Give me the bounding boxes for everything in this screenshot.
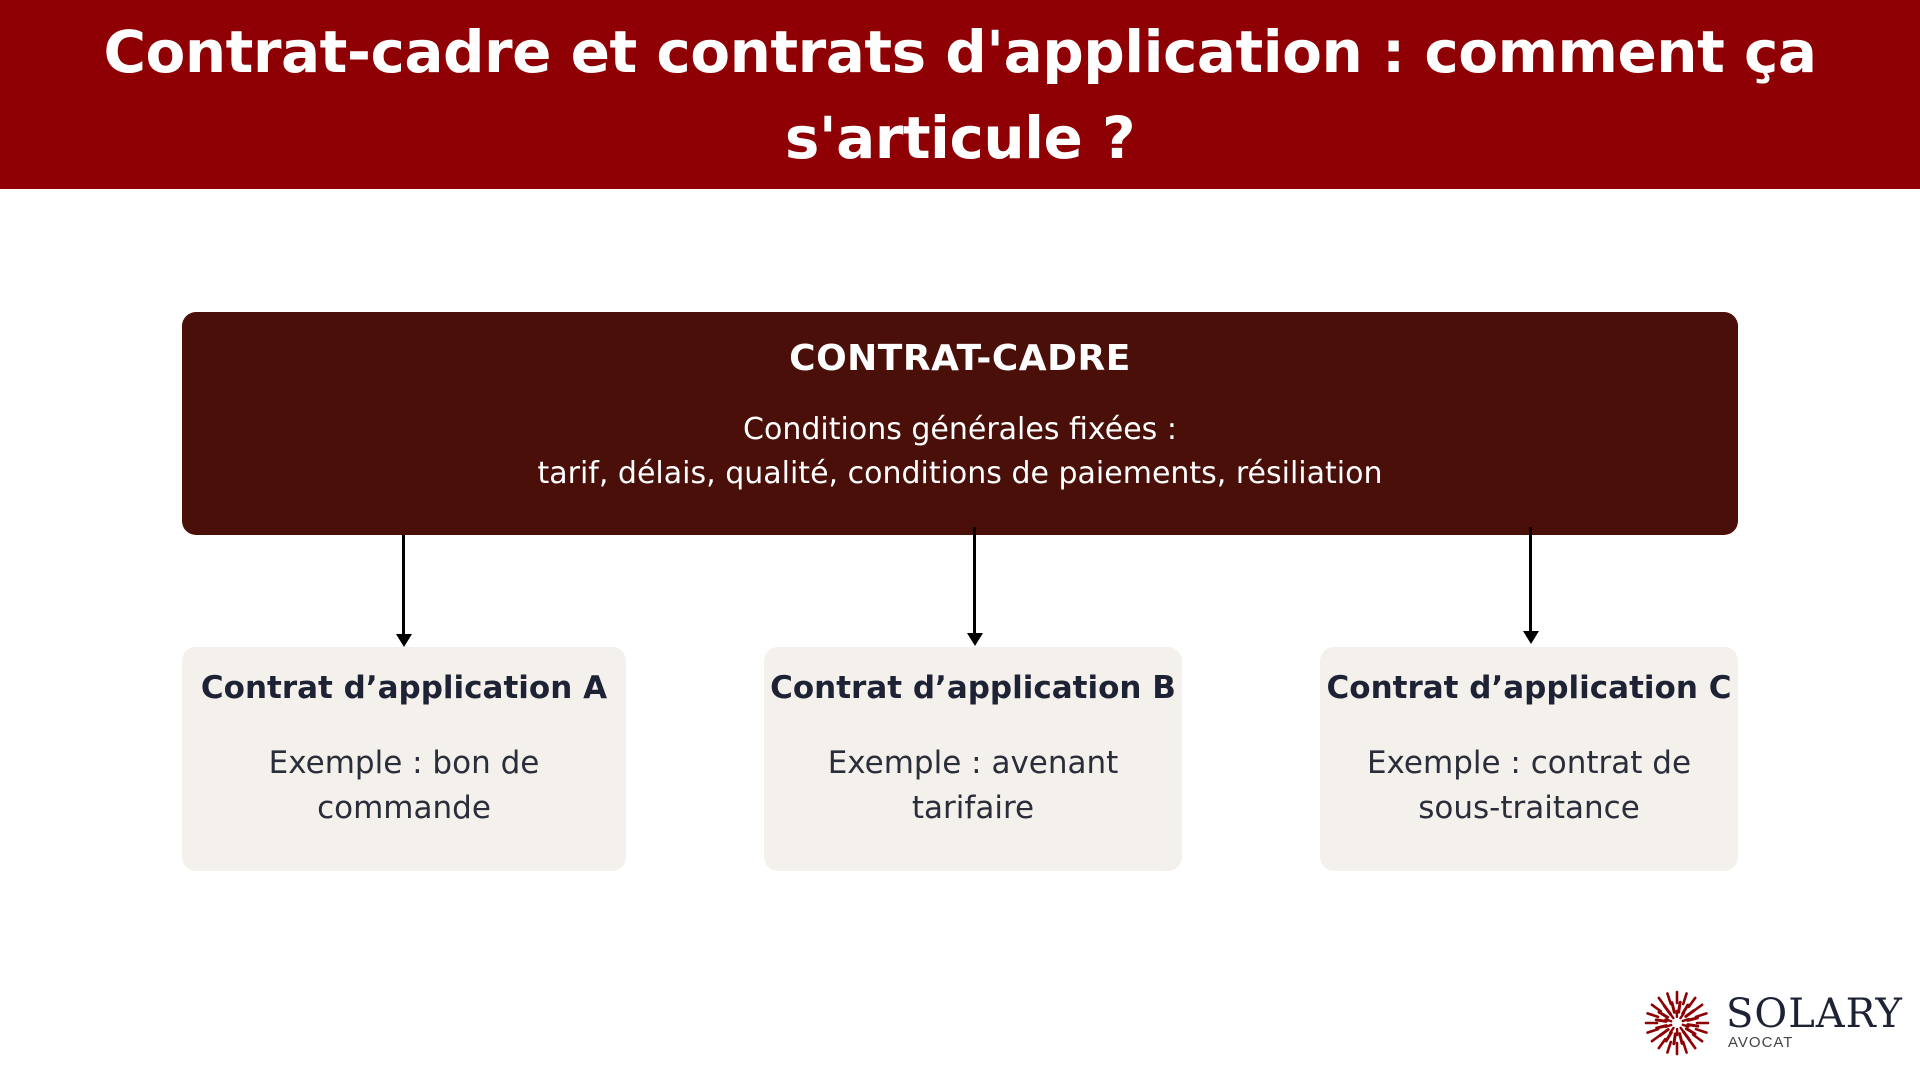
logo-petal bbox=[1674, 1034, 1676, 1044]
application-contract-example-b bbox=[774, 741, 1172, 831]
example-c-line-1: Exemple : contrat de bbox=[1366, 745, 1692, 781]
logo-petal bbox=[1670, 1013, 1674, 1018]
example-c-line-2: sous-traitance bbox=[1418, 790, 1640, 826]
arrow-head-b bbox=[967, 633, 983, 646]
logo-petal bbox=[1683, 1025, 1689, 1027]
application-contract-box-a bbox=[182, 647, 626, 871]
logo-petal bbox=[1696, 1013, 1706, 1016]
application-contract-example-c bbox=[1330, 741, 1728, 831]
arrow-head-c bbox=[1523, 631, 1539, 644]
logo-petal bbox=[1683, 1042, 1686, 1052]
logo-tagline: AVOCAT bbox=[1728, 1034, 1794, 1051]
application-contract-title-b: Contrat d’application B bbox=[770, 670, 1176, 706]
logo-petal bbox=[1670, 1028, 1673, 1033]
connector-arrow-c bbox=[1529, 527, 1532, 632]
connector-arrow-a bbox=[402, 535, 405, 635]
example-a-line-2: commande bbox=[317, 790, 491, 826]
logo-petal bbox=[1667, 1042, 1670, 1052]
application-contract-title-a: Contrat d’application A bbox=[200, 670, 608, 706]
logo-petal bbox=[1659, 1039, 1665, 1048]
page-title-line-2: s'articule ? bbox=[784, 103, 1136, 172]
header-banner bbox=[0, 0, 1920, 189]
page-title bbox=[40, 9, 1880, 181]
logo-petal bbox=[1660, 1030, 1668, 1036]
logo-petal bbox=[1652, 1005, 1661, 1011]
example-b-line-1: Exemple : avenant bbox=[827, 745, 1119, 781]
logo-petal bbox=[1667, 994, 1670, 1004]
logo-petal bbox=[1680, 1034, 1682, 1044]
master-contract-title: CONTRAT-CADRE bbox=[789, 338, 1131, 379]
page-title-line-1: Contrat-cadre et contrats d'application : comment ça bbox=[103, 17, 1817, 86]
logo-petal bbox=[1666, 1019, 1672, 1021]
logo-petal bbox=[1648, 1029, 1658, 1032]
connector-arrow-b bbox=[973, 527, 976, 634]
logo-petal bbox=[1686, 1011, 1694, 1017]
solary-logo bbox=[1644, 990, 1904, 1060]
logo-petal bbox=[1686, 1029, 1695, 1034]
logo-petal bbox=[1693, 1035, 1702, 1041]
application-contract-title-c: Contrat d’application C bbox=[1326, 670, 1732, 706]
logo-petal bbox=[1679, 1002, 1681, 1012]
logo-petal bbox=[1672, 1003, 1674, 1013]
logo-name: SOLARY bbox=[1726, 991, 1903, 1037]
master-contract-box bbox=[182, 312, 1738, 535]
sunburst-flower-icon bbox=[1644, 990, 1710, 1056]
logo-petal bbox=[1648, 1013, 1658, 1016]
logo-petal bbox=[1689, 998, 1695, 1007]
logo-petal bbox=[1681, 1028, 1685, 1033]
application-contract-box-c bbox=[1320, 647, 1738, 871]
master-contract-line-2: tarif, délais, qualité, conditions de paiements, résiliation bbox=[537, 456, 1383, 491]
application-contract-box-b bbox=[764, 647, 1182, 871]
logo-petal bbox=[1683, 994, 1686, 1004]
master-contract-description bbox=[182, 408, 1738, 496]
logo-petal bbox=[1696, 1029, 1706, 1032]
arrow-head-a bbox=[396, 634, 412, 647]
application-contract-example-a bbox=[192, 741, 616, 831]
example-a-line-1: Exemple : bon de bbox=[268, 745, 540, 781]
logo-petal bbox=[1659, 1012, 1668, 1017]
master-contract-line-1: Conditions générales fixées : bbox=[743, 412, 1177, 447]
example-b-line-2: tarifaire bbox=[911, 790, 1035, 826]
logo-petal bbox=[1680, 1013, 1683, 1018]
